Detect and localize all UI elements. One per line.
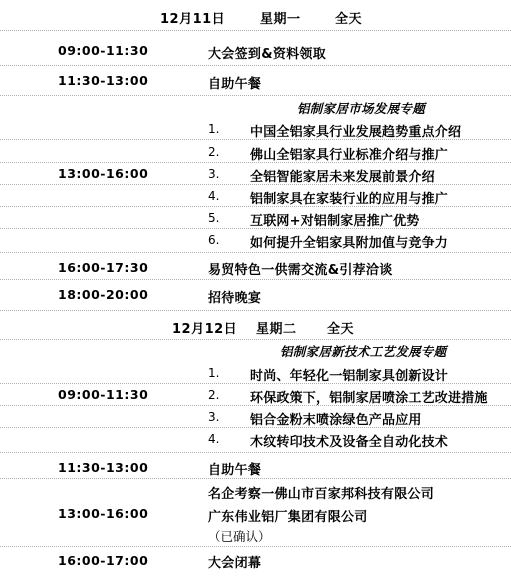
topic-heading: 铝制家居市场发展专题 xyxy=(297,101,426,116)
divider xyxy=(0,162,511,163)
agenda-item: 中国全铝家具行业发展趋势重点介绍 xyxy=(250,125,462,140)
item-number: 2. xyxy=(208,145,220,159)
agenda-item: 时尚、年轻化一铝制家具创新设计 xyxy=(250,369,449,384)
agenda-item: 铝合金粉末喷涂绿色产品应用 xyxy=(250,413,422,428)
session-title: 自助午餐 xyxy=(208,463,262,478)
divider xyxy=(0,427,511,428)
divider xyxy=(0,252,511,253)
session-title: 大会闭幕 xyxy=(208,556,262,571)
item-number: 3. xyxy=(208,167,220,181)
divider xyxy=(0,339,511,340)
day1-date: 12月11日 xyxy=(160,12,226,27)
divider xyxy=(0,206,511,207)
visit-company: 广东伟业铝厂集团有限公司 xyxy=(208,510,368,525)
time-slot: 11:30-13:00 xyxy=(58,460,149,475)
time-slot: 13:00-16:00 xyxy=(58,166,149,181)
agenda-item: 铝制家具在家装行业的应用与推广 xyxy=(250,192,449,207)
divider xyxy=(0,228,511,229)
divider xyxy=(0,546,511,547)
session-title: 自助午餐 xyxy=(208,77,262,92)
item-number: 6. xyxy=(208,233,220,247)
item-number: 5. xyxy=(208,211,220,225)
time-slot: 09:00-11:30 xyxy=(58,43,149,58)
time-slot: 13:00-16:00 xyxy=(58,506,149,521)
divider xyxy=(0,95,511,96)
visit-company: 名企考察一佛山市百家邦科技有限公司 xyxy=(208,487,435,502)
session-title: 易贸特色一供需交流&引荐洽谈 xyxy=(208,263,393,278)
agenda-item: 环保政策下，铝制家居喷涂工艺改进措施 xyxy=(250,391,488,406)
item-number: 4. xyxy=(208,189,220,203)
agenda-item: 互联网+对铝制家居推广优势 xyxy=(250,214,420,229)
item-number: 4. xyxy=(208,432,220,446)
day1-span: 全天 xyxy=(335,12,363,27)
divider xyxy=(0,184,511,185)
divider xyxy=(0,310,511,311)
divider xyxy=(0,30,511,31)
divider xyxy=(0,139,511,140)
divider xyxy=(0,279,511,280)
day1-weekday: 星期一 xyxy=(260,12,301,27)
agenda-item: 全铝智能家居未来发展前景介绍 xyxy=(250,170,435,185)
time-slot: 18:00-20:00 xyxy=(58,287,149,302)
session-title: 大会签到&资料领取 xyxy=(208,47,327,62)
item-number: 1. xyxy=(208,122,220,136)
agenda-item: 如何提升全铝家具附加值与竞争力 xyxy=(250,236,449,251)
divider xyxy=(0,405,511,406)
day2-weekday: 星期二 xyxy=(256,322,297,337)
time-slot: 16:00-17:30 xyxy=(58,260,149,275)
time-slot: 11:30-13:00 xyxy=(58,73,149,88)
day2-date: 12月12日 xyxy=(172,322,238,337)
divider xyxy=(0,65,511,66)
time-slot: 16:00-17:00 xyxy=(58,553,149,568)
confirmed-note: （已确认） xyxy=(208,529,271,544)
time-slot: 09:00-11:30 xyxy=(58,387,149,402)
day2-span: 全天 xyxy=(327,322,355,337)
item-number: 2. xyxy=(208,388,220,402)
agenda-item: 木纹转印技术及设备全自动化技术 xyxy=(250,435,449,450)
session-title: 招待晚宴 xyxy=(208,291,262,306)
item-number: 1. xyxy=(208,366,220,380)
item-number: 3. xyxy=(208,410,220,424)
topic-heading: 铝制家居新技术工艺发展专题 xyxy=(280,344,447,359)
divider xyxy=(0,383,511,384)
divider xyxy=(0,478,511,479)
divider xyxy=(0,452,511,453)
agenda-item: 佛山全铝家具行业标准介绍与推广 xyxy=(250,148,449,163)
